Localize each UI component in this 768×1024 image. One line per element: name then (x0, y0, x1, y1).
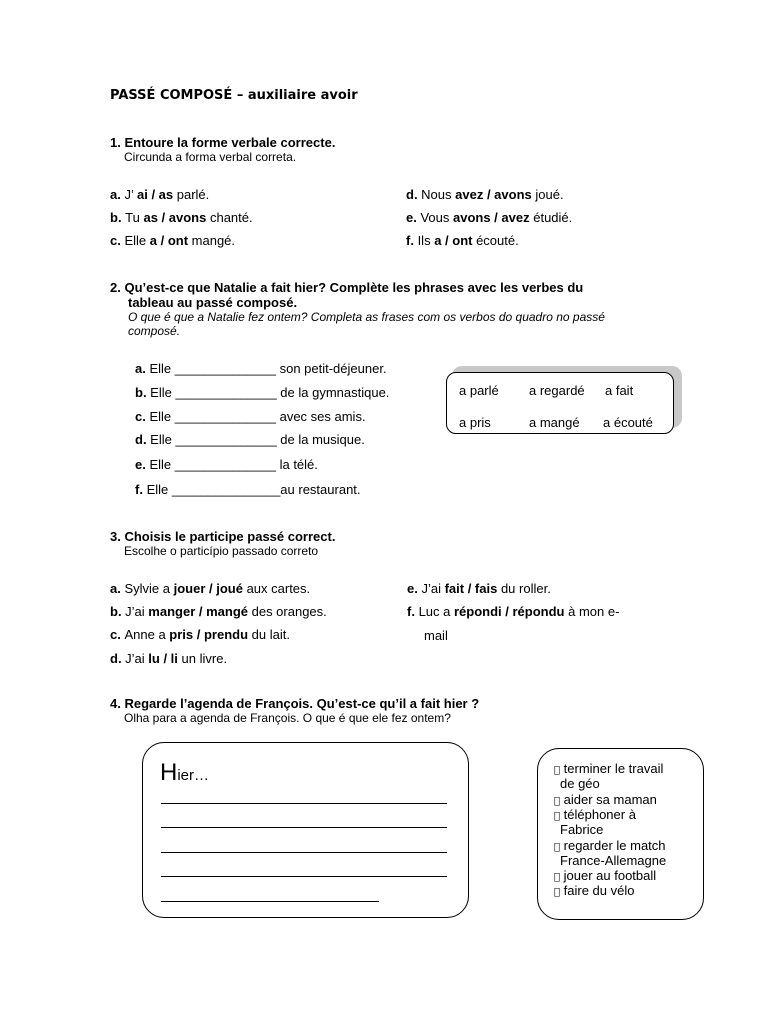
agenda-item-continuation (560, 853, 666, 868)
ex1-item (110, 210, 253, 225)
ex1-item (110, 187, 209, 202)
item-text-after: joué. (531, 187, 564, 202)
item-letter: d. (406, 187, 422, 202)
item-text-after: étudié. (529, 210, 573, 225)
item-text: Elle ______________ de la musique. (150, 432, 365, 447)
word-box-item: a regardé (529, 383, 585, 398)
agenda-item-text: regarder le match (554, 837, 656, 853)
item-text: Elle ______________ son petit-déjeuner. (149, 361, 387, 376)
item-text-after: du roller. (497, 581, 551, 596)
diary-title-rest: ier… (177, 767, 210, 784)
ex3-item (110, 581, 310, 596)
ex3-heading: 3. Choisis le participe passé correct. (110, 529, 336, 544)
item-options: répondi / répondu (453, 604, 565, 619)
item-options: jouer / joué (173, 581, 243, 596)
item-options: fait / fais (444, 581, 498, 596)
writing-line (161, 852, 447, 853)
item-options: a / ont (434, 233, 473, 248)
agenda-item-text: jouer au football (554, 868, 647, 884)
diary-writing-box (142, 742, 469, 918)
item-letter: c. (135, 409, 150, 424)
item-letter: a. (135, 361, 150, 376)
diary-title (160, 759, 209, 787)
item-text-after: écouté. (472, 233, 519, 248)
ex3-item-f-continuation: mail (424, 628, 448, 643)
item-text-before: Nous (421, 187, 456, 202)
ex1-subheading: Circunda a forma verbal correta. (124, 150, 297, 164)
ex3-item (407, 604, 619, 619)
word-box-item: a pris (459, 415, 491, 430)
ex2-item (135, 457, 318, 472)
ex2-item (135, 409, 366, 424)
item-text-after: du lait. (248, 627, 290, 642)
writing-line (161, 876, 447, 877)
ex3-item (110, 651, 227, 666)
ex1-item (406, 233, 519, 248)
item-text: Elle ______________ de la gymnastique. (150, 385, 390, 400)
item-letter: d. (110, 651, 126, 666)
ex1-item (110, 233, 235, 248)
item-letter: f. (407, 604, 419, 619)
agenda-item-text: aider sa maman (554, 791, 648, 807)
item-letter: f. (406, 233, 418, 248)
item-options: pris / prendu (169, 627, 249, 642)
agenda-item-text: terminer le travail (554, 761, 654, 776)
agenda-item-text: de géo (560, 776, 600, 792)
word-box-item: a fait (605, 383, 634, 398)
item-options: as / avons (143, 210, 207, 225)
ex2-item (135, 361, 387, 376)
item-text-after: un livre. (177, 651, 228, 666)
ex2-item (135, 482, 361, 497)
word-box-item: a mangé (529, 415, 580, 430)
item-text: Elle _______________au restaurant. (146, 482, 361, 497)
ex2-heading-line1: 2. Qu’est-ce que Natalie a fait hier? Complète les phrases avec les verbes du (110, 280, 584, 295)
ex2-heading-line2: tableau au passé composé. (128, 295, 298, 310)
ex1-item (406, 187, 564, 202)
item-text-before: Elle (124, 233, 150, 248)
ex3-item (110, 604, 327, 619)
item-text-before: J’ (124, 187, 137, 202)
word-box-item: a parlé (459, 383, 499, 398)
item-letter: b. (110, 210, 126, 225)
item-text-after: parlé. (173, 187, 210, 202)
item-text-before: J’ai (421, 581, 445, 596)
agenda-item-continuation (560, 822, 603, 837)
item-options: avons / avez (453, 210, 530, 225)
item-text-before: J’ai (125, 651, 149, 666)
item-letter: a. (110, 581, 125, 596)
item-text-after: à mon e- (564, 604, 620, 619)
agenda-item-continuation (560, 776, 600, 791)
item-text: Elle ______________ avec ses amis. (149, 409, 366, 424)
agenda-item-text: France-Allemagne (560, 852, 667, 868)
ex1-heading: 1. Entoure la forme verbale correcte. (110, 135, 336, 150)
page-title: PASSÉ COMPOSÉ – auxiliaire avoir (110, 88, 358, 103)
item-letter: b. (135, 385, 151, 400)
item-letter: e. (406, 210, 421, 225)
item-letter: c. (110, 627, 125, 642)
item-text-after: mangé. (188, 233, 236, 248)
item-letter: a. (110, 187, 125, 202)
word-box-item: a écouté (603, 415, 653, 430)
item-letter: e. (135, 457, 150, 472)
ex1-item (406, 210, 572, 225)
writing-line (161, 901, 379, 902)
item-text-before: J’ai (125, 604, 149, 619)
item-text-before: Luc a (418, 604, 454, 619)
item-options: lu / li (148, 651, 178, 666)
ex3-subheading: Escolhe o particípio passado correto (124, 544, 319, 558)
writing-line (161, 803, 447, 804)
item-text-after: des oranges. (248, 604, 327, 619)
ex3-item (110, 627, 290, 642)
item-text-before: Sylvie a (124, 581, 174, 596)
writing-line (161, 827, 447, 828)
word-box (446, 372, 674, 434)
ex2-subheading: O que é que a Natalie fez ontem? Completa as frases com os verbos do quadro no passé composé. (128, 310, 605, 338)
item-letter: b. (110, 604, 126, 619)
ex4-heading: 4. Regarde l’agenda de François. Qu’est-ce qu’il a fait hier ? (110, 696, 480, 711)
item-text-before: Ils (417, 233, 435, 248)
item-options: a / ont (149, 233, 189, 248)
item-text-before: Vous (420, 210, 453, 225)
diary-title-initial: H (160, 759, 178, 786)
item-text-before: Tu (125, 210, 144, 225)
item-letter: d. (135, 432, 151, 447)
item-text-after: aux cartes. (242, 581, 311, 596)
item-options: ai / as (137, 187, 174, 202)
item-letter: c. (110, 233, 125, 248)
ex3-item (407, 581, 551, 596)
agenda-item-text: Fabrice (560, 822, 604, 838)
item-options: avez / avons (455, 187, 532, 202)
item-options: manger / mangé (148, 604, 248, 619)
agenda-item (554, 883, 634, 900)
item-text-before: Anne a (124, 627, 170, 642)
agenda-box (537, 748, 704, 920)
agenda-item-text: téléphoner à (554, 806, 627, 822)
item-text-after: chanté. (206, 210, 253, 225)
item-text: Elle ______________ la télé. (149, 457, 318, 472)
agenda-item-text: faire du vélo (554, 883, 625, 899)
ex2-item (135, 385, 389, 400)
item-letter: f. (135, 482, 147, 497)
item-letter: e. (407, 581, 422, 596)
ex2-item (135, 432, 365, 447)
ex4-subheading: Olha para a agenda de François. O que é que ele fez ontem? (124, 711, 451, 725)
